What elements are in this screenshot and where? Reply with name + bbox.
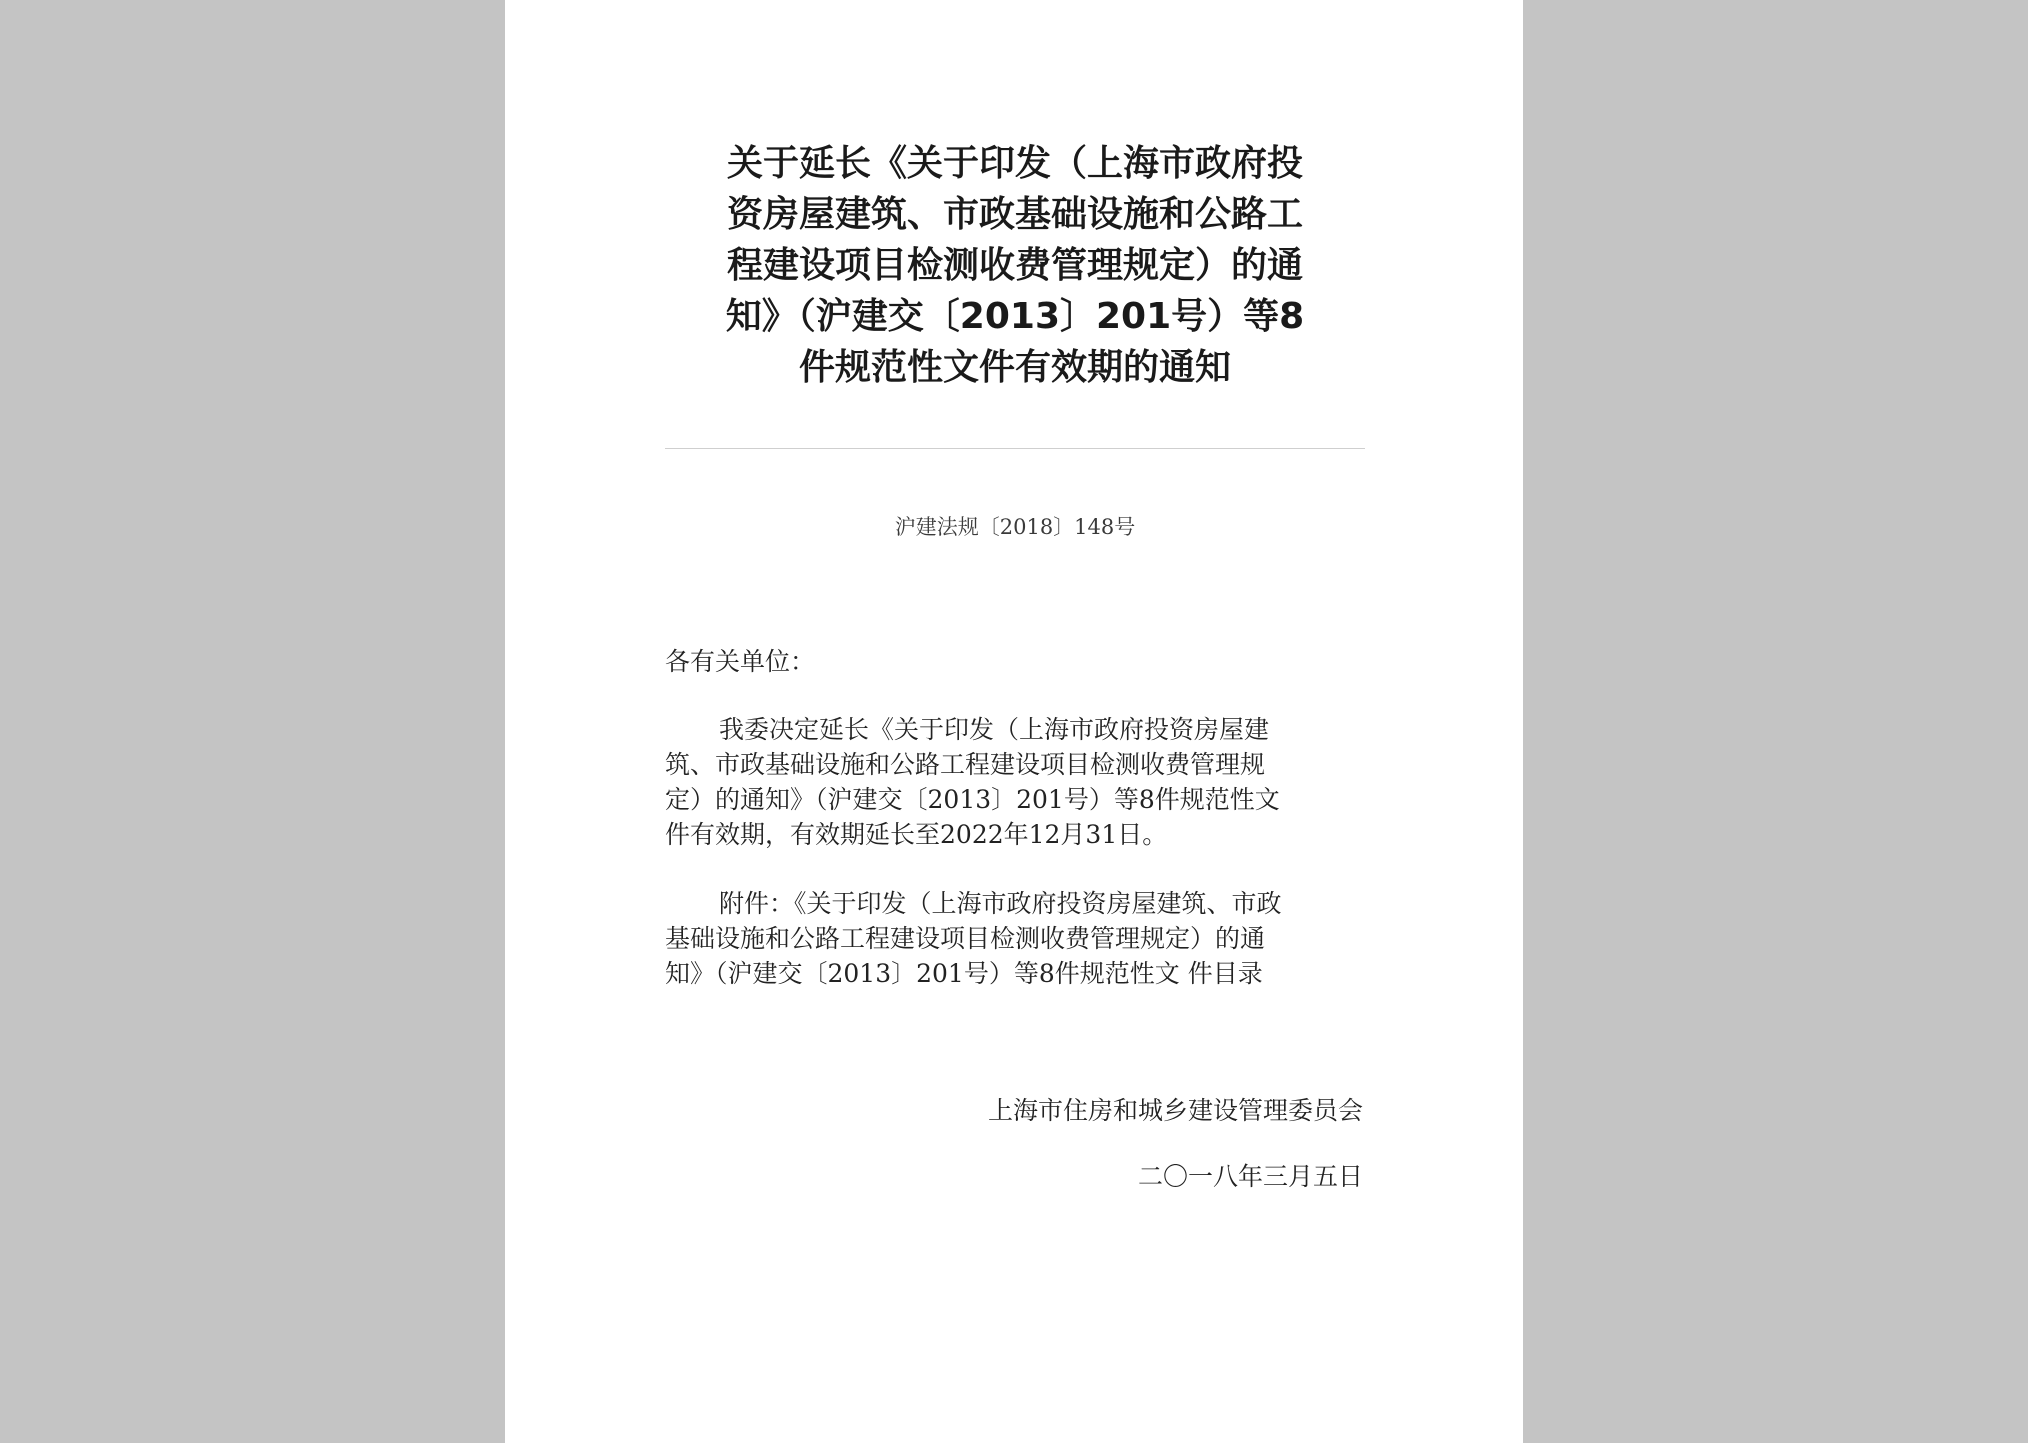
title-line: 程建设项目检测收费管理规定）的通 [726, 245, 1303, 286]
paragraph-line: 我委决定延长《关于印发（上海市政府投资房屋建 [719, 715, 1270, 744]
document-page [505, 0, 1523, 1443]
title-line: 关于延长《关于印发（上海市政府投 [726, 143, 1303, 184]
paragraph-line: 定）的通知》（沪建交〔2013〕201号）等8件规范性文 [665, 785, 1280, 814]
document-title [665, 138, 1365, 393]
salutation: 各有关单位： [665, 647, 816, 676]
document-number: 沪建法规〔2018〕148号 [894, 515, 1136, 539]
title-line: 知》（沪建交〔2013〕201号）等8 [725, 296, 1305, 337]
paragraph-line: 筑、市政基础设施和公路工程建设项目检测收费管理规 [665, 750, 1266, 779]
signature-date: 二〇一八年三月五日 [1137, 1162, 1363, 1191]
paragraph-line: 基础设施和公路工程建设项目检测收费管理规定）的通 [665, 924, 1266, 953]
body-paragraph-attachment [665, 886, 1365, 991]
paragraph-line: 件有效期，有效期延长至2022年12月31日。 [665, 820, 1168, 849]
title-divider [665, 448, 1365, 449]
title-line: 资房屋建筑、市政基础设施和公路工 [726, 194, 1303, 235]
title-line: 件规范性文件有效期的通知 [798, 347, 1231, 388]
paragraph-line: 附件：《关于印发（上海市政府投资房屋建筑、市政 [719, 889, 1282, 918]
signatory-organization: 上海市住房和城乡建设管理委员会 [987, 1096, 1363, 1125]
paragraph-line: 知》（沪建交〔2013〕201号）等8件规范性文 件目录 [665, 959, 1263, 988]
body-paragraph-decision [665, 712, 1365, 852]
